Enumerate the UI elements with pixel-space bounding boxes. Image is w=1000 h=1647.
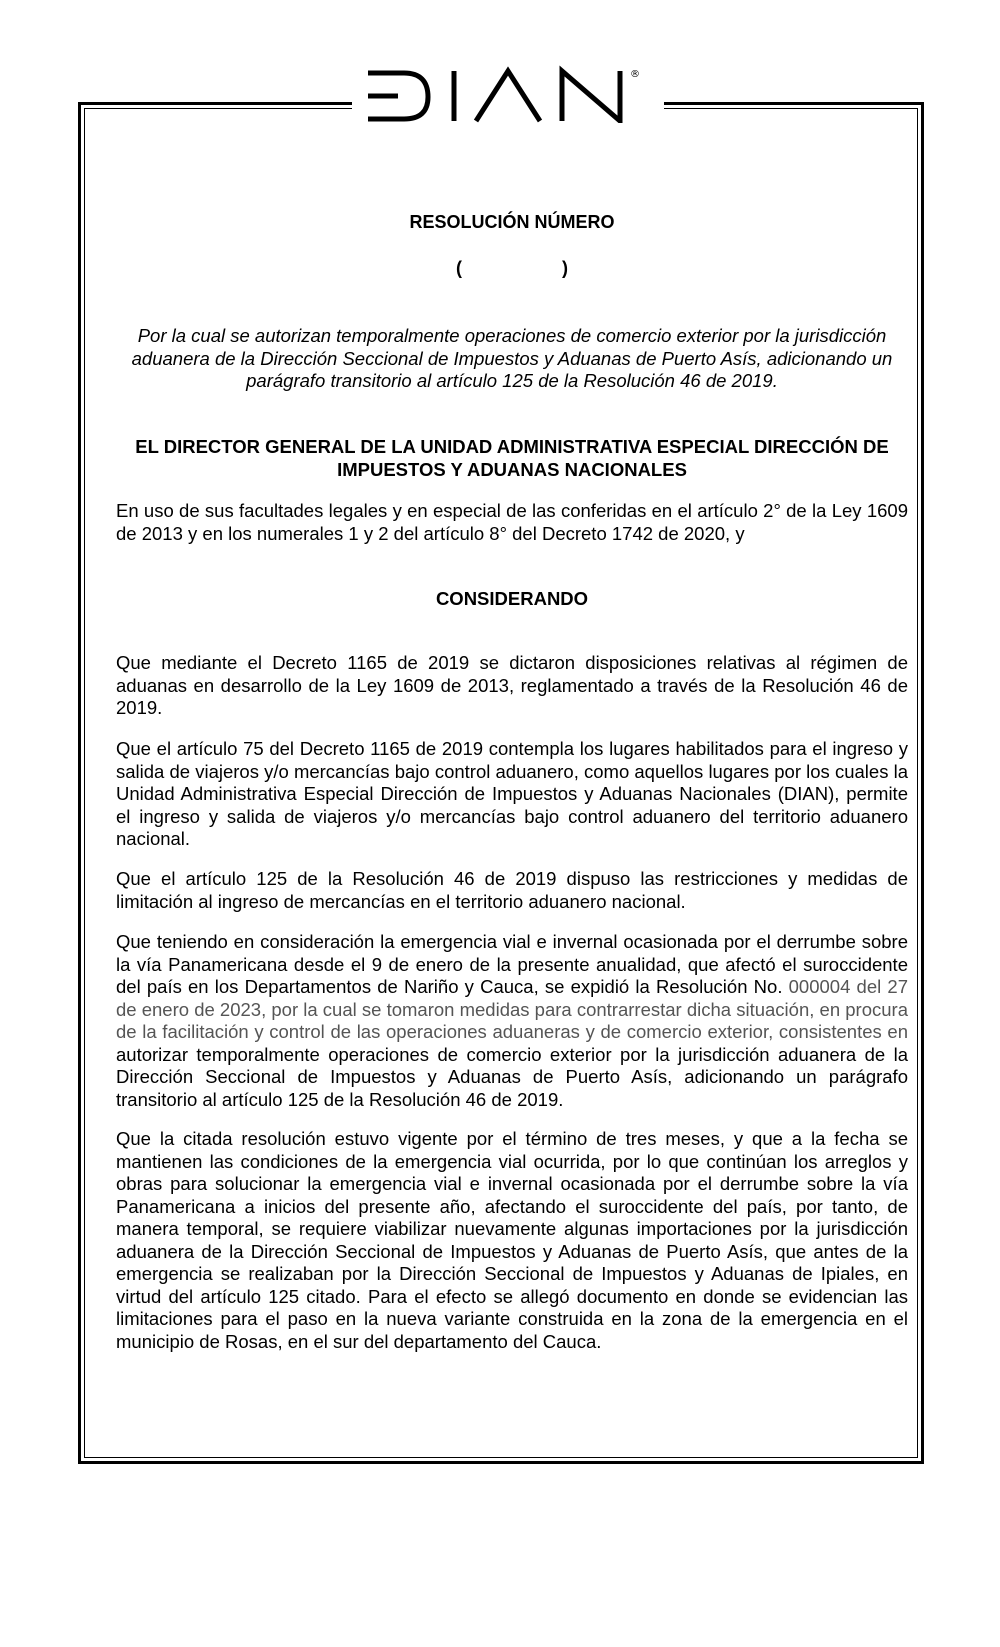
resolution-subtitle: Por la cual se autorizan temporalmente operaciones de comercio exterior por la jurisdicción aduanera de la Dirección Seccional de Impuestos y Aduanas de Puerto Asís, adicionando un parágrafo transitorio al artículo 125 de la Resolución 46 de 2019. [131, 325, 893, 391]
considerando-paragraph-2: Que el artículo 75 del Decreto 1165 de 2019 contempla los lugares habilitados para el ingreso y salida de viajeros y/o mercancías bajo control aduanero, como aquellos lugares por los cuales la Unidad Administrativa Especial Dirección de Impuestos y Aduanas Nacionales (DIAN), permite el ingreso y salida de viajeros y/o mercancías bajo control aduanero del territorio aduanero nacional. [116, 738, 908, 849]
resolution-number: ( ) [455, 258, 568, 278]
dian-logo-icon [358, 63, 658, 123]
considerando-paragraph-5: Que la citada resolución estuvo vigente por el término de tres meses, y que a la fecha se mantienen las condiciones de la emergencia vial ocurrida, por lo que continúan los arreglos y obras para solucionar la emergencia vial e invernal ocasionada por el derrumbe sobre la vía Panamericana a inicios del presente año, afectando el suroccidente del país, por tanto, de manera temporal, se requiere viabilizar nuevamente algunas importaciones por la jurisdicción aduanera de la Dirección Seccional de Impuestos y Aduanas de Puerto Asís, que antes de la emergencia se realizaban por la Dirección Seccional de Impuestos y Aduanas de Ipiales, en virtud del artículo 125 citado. Para el efecto se allegó documento en donde se evidencian las limitaciones para el paso en la nueva variante construida en la zona de la emergencia en el municipio de Rosas, en el sur del departamento del Cauca. [116, 1128, 908, 1352]
considerando-heading: CONSIDERANDO [435, 588, 589, 609]
registered-mark: ® [630, 69, 640, 80]
paragraph-4-part-2: 000004 del 27 de enero de 2023, por la cual se tomaron medidas para contrarrestar dicha situación, en procura de la facilitación y control de las operaciones aduaneras y de comercio exterior, consistentes en [116, 976, 908, 1042]
preamble-paragraph: En uso de sus facultades legales y en especial de las conferidas en el artículo 2° de la Ley 1609 de 2013 y en los numerales 1 y 2 del artículo 8° del Decreto 1742 de 2020, y [116, 500, 908, 544]
paragraph-4-part-3: autorizar temporalmente operaciones de comercio exterior por la jurisdicción aduanera de la Dirección Seccional de Impuestos y Aduanas de Puerto Asís, adicionando un parágrafo transitorio al artículo 125 de la Resolución 46 de 2019. [116, 1043, 908, 1110]
considerando-paragraph-3: Que el artículo 125 de la Resolución 46 de 2019 dispuso las restricciones y medidas de limitación al ingreso de mercancías en el territorio aduanero nacional. [116, 868, 908, 912]
dian-logo [352, 58, 664, 128]
considerando-paragraph-1: Que mediante el Decreto 1165 de 2019 se dictaron disposiciones relativas al régimen de aduanas en desarrollo de la Ley 1609 de 2013, reglamentado a través de la Resolución 46 de 2019. [116, 652, 908, 718]
considerando-paragraph-4 [116, 931, 908, 1111]
issuing-authority: EL DIRECTOR GENERAL DE LA UNIDAD ADMINISTRATIVA ESPECIAL DIRECCIÓN DE IMPUESTOS Y ADUANAS NACIONALES [135, 436, 889, 480]
paragraph-4-part-1: Que teniendo en consideración la emergencia vial e invernal ocasionada por el derrumbe sobre la vía Panamericana desde el 9 de enero de la presente anualidad, que afectó el suroccidente del país en los Departamentos de Nariño y Cauca, se expidió la Resolución No. [116, 931, 908, 997]
resolution-title: RESOLUCIÓN NÚMERO [409, 212, 615, 232]
